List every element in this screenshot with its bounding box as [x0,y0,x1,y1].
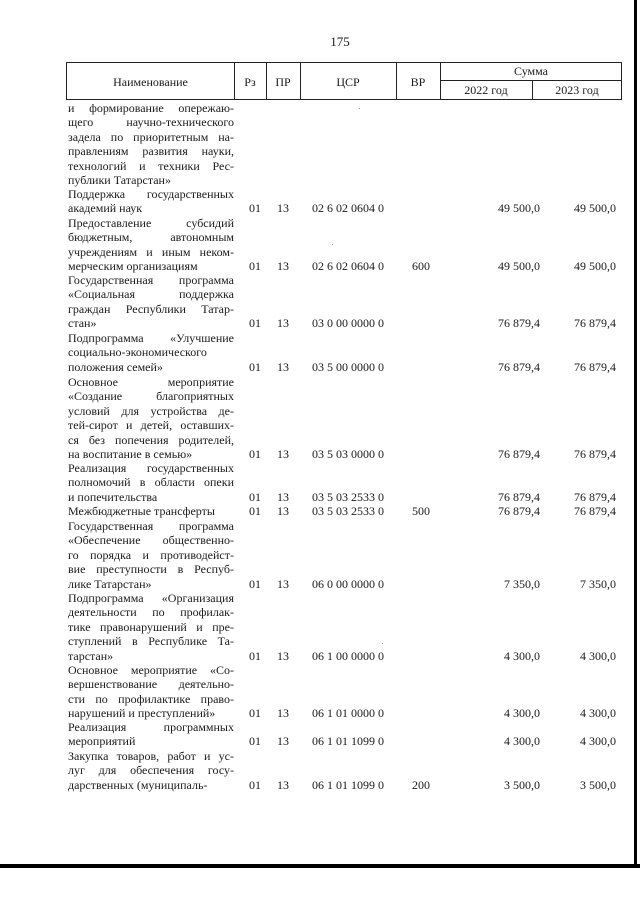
cell-s2022: 76 879,4 [498,447,540,461]
cell-rz: 01 [249,447,261,461]
cell-pr: 13 [277,576,289,591]
cell-csr: 06 1 01 1099 0 [312,734,384,749]
row-name-line: «Создание благоприятных [68,389,234,404]
cell-pr: 13 [277,359,289,374]
header-csr: ЦСР [336,75,360,89]
cell-csr: 06 1 01 1099 0 [312,777,384,792]
row-name-line: правлениям развития науки, [68,144,234,159]
header-pr: ПР [275,75,291,89]
row-name-line: лике Татарстан» [68,576,152,591]
row-name [68,187,234,216]
cell-pr: 13 [277,316,289,331]
row-name-line: тике правонарушений и пре- [68,619,234,634]
row-name-line: сти по профилактике право- [68,691,234,706]
cell-s2023: 76 879,4 [574,359,616,374]
row-name-line: Основное мероприятие [68,375,234,389]
cell-s2023: 49 500,0 [574,201,616,216]
row-name-line: академий наук [68,201,143,216]
cell-csr: 03 5 03 0000 0 [312,447,384,461]
row-name-line: ступлений в Республике Та- [68,634,234,649]
row-name-line: го порядка и противодейст- [68,547,234,562]
cell-pr: 13 [277,648,289,663]
cell-pr: 13 [277,489,289,504]
row-name-line: полномочий в области опеки [68,475,234,490]
row-name-line: Государственная программа [68,273,234,287]
row-name [68,461,234,504]
cell-s2022: 76 879,4 [498,316,540,331]
cell-pr: 13 [277,259,289,274]
row-name-line: Предоставление субсидий [68,216,234,230]
row-name-line: стан» [68,316,97,331]
scan-border-right [634,0,637,868]
row-name [68,216,234,274]
header-sum: Сумма [514,64,548,78]
cell-s2022: 76 879,4 [498,359,540,374]
row-name-line: тей-сирот и детей, оставших- [68,418,234,433]
cell-rz: 01 [249,576,261,591]
row-name [68,101,234,187]
header-name: Наименование [113,75,188,89]
row-name-line: деятельности по профилак- [68,605,234,620]
cell-s2023: 4 300,0 [580,706,616,721]
cell-pr: 13 [277,777,289,792]
cell-vr: 500 [412,504,430,518]
cell-s2022: 7 350,0 [504,576,540,591]
row-name-line: граждан Республики Татар- [68,301,234,316]
row-name-line: щего научно-технического [68,115,234,130]
row-name-line: на воспитание в семью» [68,447,193,462]
row-name-line: нарушений и преступлений» [68,706,216,721]
cell-rz: 01 [249,648,261,663]
row-name-line: Основное мероприятие «Со- [68,663,234,677]
row-name-line: мерческим организациям [68,259,198,274]
cell-rz: 01 [249,316,261,331]
cell-s2022: 4 300,0 [504,648,540,663]
row-name-line: Подпрограмма «Улучшение [68,331,234,345]
cell-s2023: 76 879,4 [574,504,616,518]
row-name-line: публики Татарстан» [68,173,171,188]
cell-s2022: 76 879,4 [498,504,540,518]
cell-rz: 01 [249,201,261,216]
cell-csr: 03 5 03 2533 0 [312,489,384,504]
row-name-line: положения семей» [68,359,163,374]
row-name-line: Государственная программа [68,519,234,533]
row-name-line: социально-экономического [68,345,207,360]
cell-csr: 06 0 00 0000 0 [312,576,384,591]
row-name-line: луг для обеспечения госу- [68,763,234,778]
cell-csr: 03 5 00 0000 0 [312,359,384,374]
cell-s2022: 49 500,0 [498,259,540,274]
cell-s2023: 7 350,0 [580,576,616,591]
cell-rz: 01 [249,359,261,374]
cell-csr: 03 0 00 0000 0 [312,316,384,331]
cell-s2022: 49 500,0 [498,201,540,216]
cell-rz: 01 [249,504,261,518]
row-name-line: тарстан» [68,648,114,663]
cell-s2022: 76 879,4 [498,489,540,504]
cell-csr: 06 1 00 0000 0 [312,648,384,663]
row-name [68,331,234,374]
cell-vr: 600 [412,259,430,274]
cell-rz: 01 [249,489,261,504]
row-name-line: ся без попечения родителей, [68,432,234,447]
cell-pr: 13 [277,706,289,721]
row-name-line: «Социальная поддержка [68,287,234,302]
header-rz: Рз [244,75,256,89]
cell-csr: 02 6 02 0604 0 [312,259,384,274]
row-name [68,273,234,331]
row-name [68,663,234,721]
row-name-line: Поддержка государственных [68,187,234,201]
row-name [68,591,234,663]
page-number: 175 [330,34,350,49]
cell-csr: 02 6 02 0604 0 [312,201,384,216]
cell-csr: 03 5 03 2533 0 [312,504,384,518]
cell-s2023: 76 879,4 [574,447,616,461]
row-name-line: вие преступности в Респуб- [68,562,234,577]
scan-border-bottom [0,864,640,868]
header-year-2022: 2022 год [464,83,508,97]
row-name-line: дарственных (муниципаль- [68,777,208,792]
row-name [68,519,234,591]
row-name-line: учреждениям и иным неком- [68,244,234,259]
row-name-line: «Обеспечение общественно- [68,533,234,548]
row-name [68,375,234,461]
cell-vr: 200 [412,777,430,792]
row-name-line: бюджетным, автономным [68,230,234,245]
row-name-line: задела по приоритетным на- [68,129,234,144]
row-name-line: Подпрограмма «Организация [68,591,234,605]
row-name-line: мероприятий [68,734,136,749]
cell-pr: 13 [277,201,289,216]
row-name-line: и формирование опережаю- [68,101,234,115]
header-vr: ВР [410,75,426,89]
row-name [68,720,234,749]
cell-s2023: 49 500,0 [574,259,616,274]
cell-csr: 06 1 01 0000 0 [312,706,384,721]
cell-rz: 01 [249,734,261,749]
row-name-line: технологий и техники Рес- [68,158,234,173]
cell-s2023: 4 300,0 [580,648,616,663]
cell-s2023: 76 879,4 [574,316,616,331]
cell-pr: 13 [277,504,289,518]
cell-s2023: 3 500,0 [580,777,616,792]
row-name-line: Реализация государственных [68,461,234,475]
cell-s2022: 4 300,0 [504,706,540,721]
row-name [68,504,234,518]
row-name-line: условий для устройства де- [68,403,234,418]
cell-rz: 01 [249,706,261,721]
header-year-2023: 2023 год [555,83,599,97]
cell-s2022: 3 500,0 [504,777,540,792]
row-name [68,749,234,792]
cell-s2022: 4 300,0 [504,734,540,749]
row-name-line: и попечительства [68,489,158,504]
cell-s2023: 4 300,0 [580,734,616,749]
row-name-line: Межбюджетные трансферты [68,504,215,518]
cell-s2023: 76 879,4 [574,489,616,504]
table-header [66,62,622,100]
row-name-line: вершенствование деятельно- [68,677,234,692]
cell-pr: 13 [277,734,289,749]
row-name-line: Реализация программных [68,720,234,734]
cell-rz: 01 [249,777,261,792]
row-name-line: Закупка товаров, работ и ус- [68,749,234,763]
cell-rz: 01 [249,259,261,274]
cell-pr: 13 [277,447,289,461]
